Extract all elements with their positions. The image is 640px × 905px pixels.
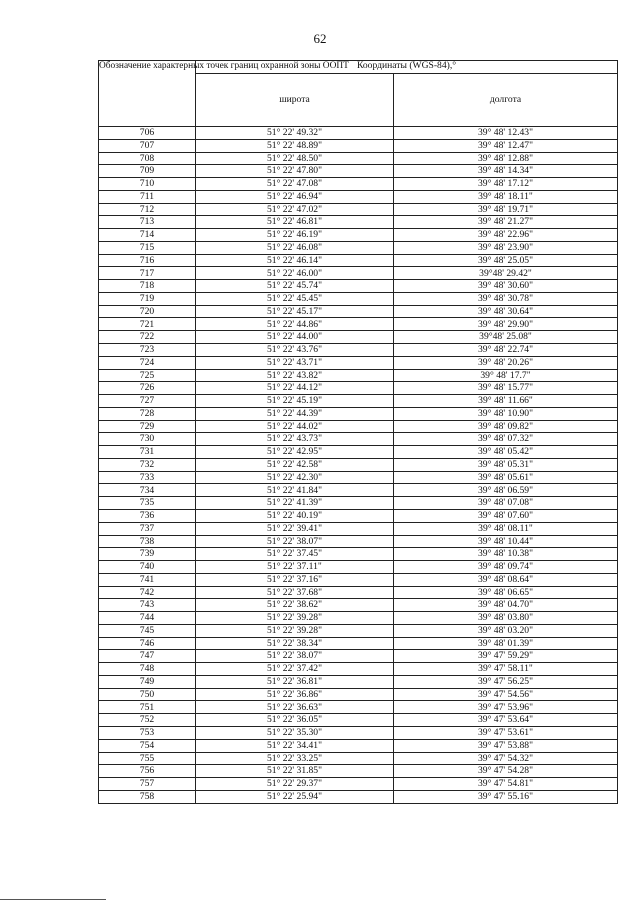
longitude-cell: 39° 48' 30.78" [394,292,618,305]
point-id-cell: 733 [99,471,196,484]
longitude-cell: 39° 47' 55.16" [394,790,618,803]
longitude-cell: 39° 48' 05.61" [394,471,618,484]
table-row [99,254,618,267]
point-id-cell: 756 [99,765,196,778]
latitude-cell: 51° 22' 43.76" [196,344,394,357]
table-row [99,714,618,727]
point-id-cell: 738 [99,535,196,548]
latitude-cell: 51° 22' 46.94" [196,190,394,203]
latitude-cell: 51° 22' 46.81" [196,216,394,229]
longitude-cell: 39° 48' 10.90" [394,407,618,420]
latitude-cell: 51° 22' 43.73" [196,433,394,446]
longitude-cell: 39° 48' 20.26" [394,356,618,369]
latitude-cell: 51° 22' 47.02" [196,203,394,216]
table-row [99,292,618,305]
table-row [99,790,618,803]
table-row [99,165,618,178]
longitude-cell: 39° 48' 06.59" [394,484,618,497]
longitude-cell: 39° 48' 17.12" [394,178,618,191]
table-row [99,318,618,331]
table-row [99,675,618,688]
point-id-cell: 735 [99,497,196,510]
longitude-cell: 39°48' 25.08" [394,331,618,344]
longitude-cell: 39° 47' 53.64" [394,714,618,727]
page-number: 62 [313,31,327,46]
table-row [99,203,618,216]
longitude-cell: 39° 47' 58.11" [394,663,618,676]
longitude-cell: 39° 47' 54.81" [394,778,618,791]
latitude-cell: 51° 22' 40.19" [196,509,394,522]
point-id-cell: 732 [99,458,196,471]
table-row [99,752,618,765]
table-row [99,344,618,357]
coordinates-table [98,60,618,804]
point-id-cell: 718 [99,280,196,293]
longitude-cell: 39° 48' 09.74" [394,561,618,574]
longitude-cell: 39° 48' 07.08" [394,497,618,510]
latitude-cell: 51° 22' 46.08" [196,241,394,254]
longitude-cell: 39° 48' 06.65" [394,586,618,599]
point-id-cell: 742 [99,586,196,599]
table-row [99,305,618,318]
table-row [99,701,618,714]
table-row [99,420,618,433]
longitude-cell: 39° 48' 15.77" [394,382,618,395]
point-id-cell: 726 [99,382,196,395]
latitude-cell: 51° 22' 45.74" [196,280,394,293]
point-id-cell: 736 [99,509,196,522]
latitude-cell: 51° 22' 41.39" [196,497,394,510]
latitude-cell: 51° 22' 46.14" [196,254,394,267]
longitude-cell: 39° 48' 12.47" [394,139,618,152]
latitude-cell: 51° 22' 35.30" [196,726,394,739]
table-row [99,548,618,561]
longitude-cell: 39° 48' 22.74" [394,344,618,357]
point-id-cell: 721 [99,318,196,331]
table-row [99,433,618,446]
table-row [99,535,618,548]
longitude-cell: 39° 48' 10.44" [394,535,618,548]
point-id-cell: 713 [99,216,196,229]
longitude-cell: 39° 47' 56.25" [394,675,618,688]
longitude-cell: 39° 48' 29.90" [394,318,618,331]
point-id-cell: 710 [99,178,196,191]
latitude-cell: 51° 22' 38.34" [196,637,394,650]
point-id-cell: 706 [99,127,196,140]
table-row [99,127,618,140]
footnote-separator [0,899,106,900]
longitude-cell: 39° 48' 12.88" [394,152,618,165]
longitude-cell: 39° 48' 14.34" [394,165,618,178]
latitude-cell: 51° 22' 46.19" [196,229,394,242]
latitude-cell: 51° 22' 38.07" [196,650,394,663]
point-id-cell: 740 [99,561,196,574]
longitude-cell: 39° 47' 54.56" [394,688,618,701]
longitude-cell: 39° 47' 54.32" [394,752,618,765]
longitude-cell: 39°48' 29.42" [394,267,618,280]
longitude-cell: 39° 48' 03.20" [394,624,618,637]
point-id-cell: 728 [99,407,196,420]
latitude-cell: 51° 22' 46.00" [196,267,394,280]
point-id-cell: 724 [99,356,196,369]
point-id-cell: 708 [99,152,196,165]
table-row [99,765,618,778]
table-row [99,778,618,791]
point-id-cell: 739 [99,548,196,561]
point-id-cell: 715 [99,241,196,254]
latitude-cell: 51° 22' 38.07" [196,535,394,548]
table-row [99,688,618,701]
latitude-cell: 51° 22' 25.94" [196,790,394,803]
point-id-cell: 731 [99,446,196,459]
table-row [99,331,618,344]
longitude-cell: 39° 48' 19.71" [394,203,618,216]
latitude-cell: 51° 22' 36.63" [196,701,394,714]
longitude-cell: 39° 47' 53.61" [394,726,618,739]
longitude-cell: 39° 48' 09.82" [394,420,618,433]
table-row [99,458,618,471]
table-row [99,726,618,739]
point-id-cell: 745 [99,624,196,637]
table-row [99,612,618,625]
point-id-cell: 725 [99,369,196,382]
table-row [99,382,618,395]
point-id-cell: 717 [99,267,196,280]
latitude-cell: 51° 22' 45.45" [196,292,394,305]
table-row [99,229,618,242]
latitude-cell: 51° 22' 36.86" [196,688,394,701]
point-id-cell: 754 [99,739,196,752]
table-row [99,356,618,369]
point-id-cell: 712 [99,203,196,216]
latitude-cell: 51° 22' 39.41" [196,522,394,535]
table-row [99,178,618,191]
latitude-cell: 51° 22' 39.28" [196,624,394,637]
point-id-cell: 757 [99,778,196,791]
table-row [99,280,618,293]
latitude-cell: 51° 22' 44.86" [196,318,394,331]
table-row [99,650,618,663]
table-row [99,446,618,459]
point-id-cell: 748 [99,663,196,676]
latitude-cell: 51° 22' 44.39" [196,407,394,420]
coordinates-group-header: Координаты (WGS-84),° [196,61,618,74]
table-header [99,61,618,127]
point-id-cell: 727 [99,395,196,408]
longitude-cell: 39° 48' 08.11" [394,522,618,535]
point-id-cell: 743 [99,599,196,612]
longitude-cell: 39° 48' 17.7" [394,369,618,382]
point-id-cell: 722 [99,331,196,344]
longitude-cell: 39° 48' 07.32" [394,433,618,446]
table-row [99,739,618,752]
latitude-cell: 51° 22' 33.25" [196,752,394,765]
longitude-cell: 39° 48' 05.31" [394,458,618,471]
point-id-cell: 744 [99,612,196,625]
latitude-cell: 51° 22' 42.95" [196,446,394,459]
table-row [99,395,618,408]
table-row [99,407,618,420]
latitude-cell: 51° 22' 48.89" [196,139,394,152]
longitude-cell: 39° 48' 25.05" [394,254,618,267]
longitude-cell: 39° 48' 21.27" [394,216,618,229]
point-id-cell: 709 [99,165,196,178]
latitude-cell: 51° 22' 37.68" [196,586,394,599]
latitude-cell: 51° 22' 45.17" [196,305,394,318]
longitude-cell: 39° 48' 03.80" [394,612,618,625]
longitude-cell: 39° 48' 18.11" [394,190,618,203]
table-row [99,522,618,535]
table-row [99,663,618,676]
point-id-cell: 720 [99,305,196,318]
latitude-cell: 51° 22' 37.11" [196,561,394,574]
table-row [99,573,618,586]
latitude-cell: 51° 22' 44.12" [196,382,394,395]
latitude-cell: 51° 22' 42.30" [196,471,394,484]
longitude-cell: 39° 48' 04.70" [394,599,618,612]
latitude-cell: 51° 22' 37.45" [196,548,394,561]
latitude-cell: 51° 22' 34.41" [196,739,394,752]
table-row [99,509,618,522]
point-id-cell: 752 [99,714,196,727]
latitude-cell: 51° 22' 36.81" [196,675,394,688]
latitude-cell: 51° 22' 43.82" [196,369,394,382]
longitude-cell: 39° 48' 01.39" [394,637,618,650]
latitude-cell: 51° 22' 37.16" [196,573,394,586]
table-row [99,471,618,484]
longitude-cell: 39° 48' 23.90" [394,241,618,254]
table-row [99,624,618,637]
latitude-cell: 51° 22' 31.85" [196,765,394,778]
table-row [99,152,618,165]
table-row [99,561,618,574]
longitude-cell: 39° 48' 07.60" [394,509,618,522]
point-id-cell: 758 [99,790,196,803]
point-id-cell: 737 [99,522,196,535]
table-row [99,586,618,599]
latitude-cell: 51° 22' 43.71" [196,356,394,369]
latitude-cell: 51° 22' 42.58" [196,458,394,471]
longitude-cell: 39° 48' 08.64" [394,573,618,586]
table-row [99,216,618,229]
longitude-cell: 39° 48' 12.43" [394,127,618,140]
latitude-cell: 51° 22' 29.37" [196,778,394,791]
point-id-cell: 714 [99,229,196,242]
latitude-cell: 51° 22' 48.50" [196,152,394,165]
point-id-cell: 729 [99,420,196,433]
point-id-cell: 723 [99,344,196,357]
longitude-cell: 39° 48' 22.96" [394,229,618,242]
latitude-cell: 51° 22' 38.62" [196,599,394,612]
point-id-cell: 741 [99,573,196,586]
point-id-cell: 750 [99,688,196,701]
point-id-cell: 719 [99,292,196,305]
point-id-cell: 747 [99,650,196,663]
latitude-cell: 51° 22' 47.80" [196,165,394,178]
longitude-cell: 39° 48' 10.38" [394,548,618,561]
point-id-cell: 749 [99,675,196,688]
longitude-cell: 39° 47' 53.96" [394,701,618,714]
longitude-cell: 39° 48' 30.60" [394,280,618,293]
table-row [99,267,618,280]
longitude-cell: 39° 47' 53.88" [394,739,618,752]
latitude-cell: 51° 22' 41.84" [196,484,394,497]
point-id-cell: 734 [99,484,196,497]
point-id-cell: 755 [99,752,196,765]
table-row [99,369,618,382]
point-id-cell: 711 [99,190,196,203]
point-designation-header: Обозначение характерных точек границ охранной зоны ООПТ [99,61,196,127]
latitude-cell: 51° 22' 36.05" [196,714,394,727]
latitude-cell: 51° 22' 45.19" [196,395,394,408]
latitude-cell: 51° 22' 49.32" [196,127,394,140]
table-row [99,190,618,203]
latitude-cell: 51° 22' 47.08" [196,178,394,191]
table-row [99,241,618,254]
longitude-header: долгота [394,74,618,127]
point-id-cell: 707 [99,139,196,152]
latitude-cell: 51° 22' 44.02" [196,420,394,433]
latitude-cell: 51° 22' 37.42" [196,663,394,676]
longitude-cell: 39° 47' 59.29" [394,650,618,663]
point-id-cell: 746 [99,637,196,650]
point-id-cell: 730 [99,433,196,446]
latitude-cell: 51° 22' 44.00" [196,331,394,344]
longitude-cell: 39° 48' 30.64" [394,305,618,318]
point-id-cell: 751 [99,701,196,714]
table-body [99,127,618,804]
longitude-cell: 39° 48' 11.66" [394,395,618,408]
table-row [99,497,618,510]
table-row [99,484,618,497]
point-id-cell: 753 [99,726,196,739]
point-id-cell: 716 [99,254,196,267]
table-row [99,139,618,152]
latitude-cell: 51° 22' 39.28" [196,612,394,625]
table-row [99,637,618,650]
table-row [99,599,618,612]
longitude-cell: 39° 47' 54.28" [394,765,618,778]
longitude-cell: 39° 48' 05.42" [394,446,618,459]
latitude-header: широта [196,74,394,127]
